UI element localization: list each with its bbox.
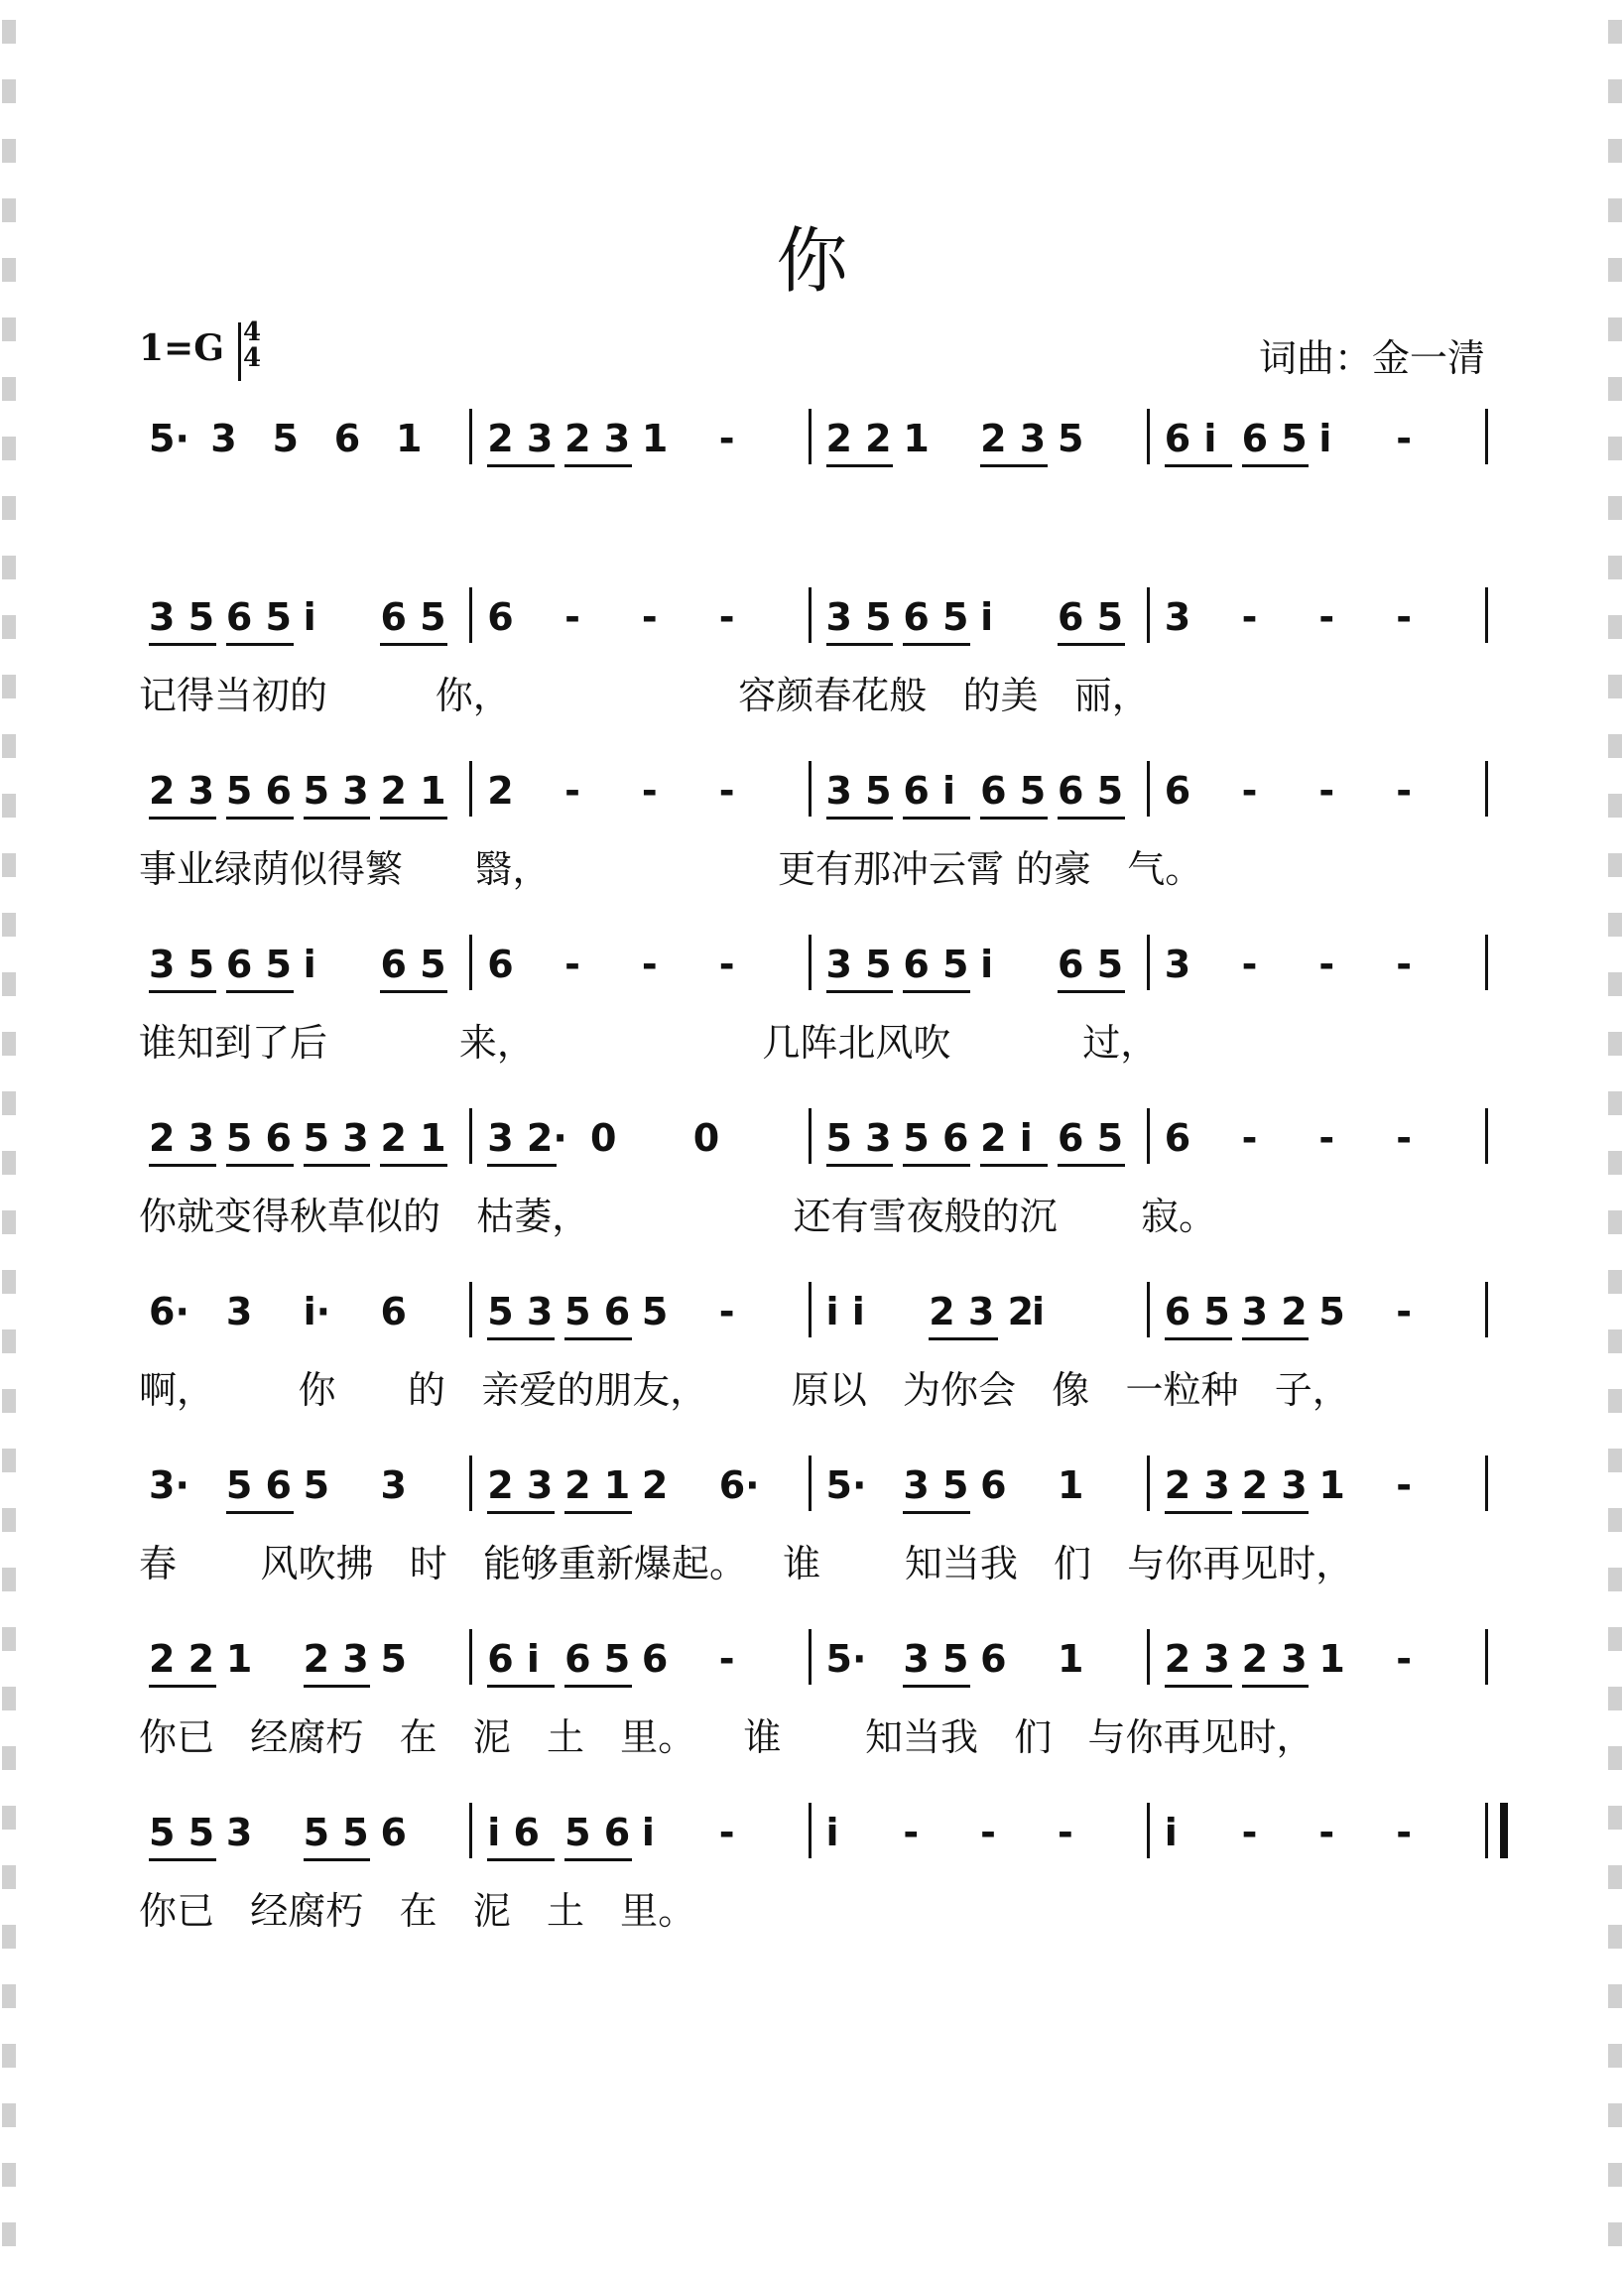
note: 6 i	[1164, 417, 1217, 460]
time-signature	[238, 319, 266, 371]
note: i	[303, 943, 316, 986]
barline	[809, 1108, 812, 1164]
beam-underline	[380, 1164, 447, 1167]
note: -	[1396, 595, 1412, 639]
note: 5 3	[303, 1116, 369, 1160]
note: 6	[1164, 769, 1191, 813]
beam-underline	[380, 643, 447, 646]
note: -	[980, 1811, 996, 1854]
beam-underline	[487, 1685, 555, 1688]
barline	[469, 935, 472, 990]
notation-line	[139, 1801, 1493, 1870]
barline	[1485, 409, 1488, 464]
note: 2 3	[1241, 1637, 1308, 1681]
score-row	[139, 759, 1493, 908]
barline	[469, 1803, 472, 1858]
notation-line	[139, 407, 1493, 476]
note: 5	[303, 1463, 330, 1507]
note: -	[1318, 595, 1335, 639]
note: 2 1	[380, 1116, 446, 1160]
beam-underline	[826, 464, 894, 467]
final-barline	[1485, 1803, 1508, 1858]
note: 3	[380, 1463, 407, 1507]
beam-underline	[564, 1858, 632, 1861]
barline	[1147, 935, 1150, 990]
note: 6 5	[380, 595, 446, 639]
note: i	[980, 943, 994, 986]
note: -	[1396, 1290, 1412, 1333]
note: i	[1318, 417, 1332, 460]
note: 1	[1318, 1637, 1345, 1681]
note: -	[1241, 1811, 1258, 1854]
note: 5 6	[225, 1116, 292, 1160]
song-title: 你	[776, 219, 848, 303]
note: 5	[272, 417, 299, 460]
note: 2 2	[825, 417, 892, 460]
note: 6 i	[487, 1637, 540, 1681]
note: -	[718, 595, 735, 639]
beam-underline	[226, 1511, 294, 1514]
note: -	[1396, 1116, 1412, 1160]
lyric-line: 事业绿荫似得繁 翳， 更有那冲云霄 的豪 气。	[139, 847, 1203, 891]
beam-underline	[487, 1858, 555, 1861]
barline	[469, 587, 472, 643]
note: 5 6	[564, 1290, 631, 1333]
barline	[809, 1282, 812, 1337]
note: 6 5	[380, 943, 446, 986]
note: 5 6	[903, 1116, 969, 1160]
note: i	[980, 595, 994, 639]
beam-underline	[1242, 464, 1310, 467]
note: 2 3	[1241, 1463, 1308, 1507]
beam-underline	[1058, 1164, 1125, 1167]
barline	[1147, 1455, 1150, 1511]
note: 6 5	[1057, 769, 1124, 813]
barline	[1147, 1108, 1150, 1164]
barline	[1147, 1629, 1150, 1685]
credit: 词曲：金一清	[1258, 336, 1485, 380]
barline	[809, 1803, 812, 1858]
note: 5 3	[487, 1290, 554, 1333]
barline	[1485, 1629, 1488, 1685]
note: -	[1318, 1116, 1335, 1160]
note: 2 3	[487, 1463, 554, 1507]
note: -	[718, 943, 735, 986]
note: 2 3	[149, 769, 215, 813]
beam-underline	[304, 1858, 371, 1861]
barline	[1147, 1803, 1150, 1858]
beam-underline	[226, 817, 294, 820]
barline	[809, 587, 812, 643]
note: 3 2	[1241, 1290, 1308, 1333]
beam-underline	[903, 817, 970, 820]
note: -	[903, 1811, 920, 1854]
beam-underline	[826, 1164, 894, 1167]
note: 3 5	[825, 769, 892, 813]
note: -	[1241, 769, 1258, 813]
note: 1	[1057, 1637, 1084, 1681]
note: 3	[1164, 943, 1191, 986]
note: -	[564, 769, 580, 813]
beam-underline	[1058, 817, 1125, 820]
note: 5	[380, 1637, 407, 1681]
beam-underline	[149, 1164, 216, 1167]
barline	[469, 1629, 472, 1685]
note: i·	[303, 1290, 331, 1333]
note: 6	[641, 1637, 669, 1681]
barline	[1147, 761, 1150, 817]
beam-underline	[226, 643, 294, 646]
note: 3	[210, 417, 237, 460]
beam-underline	[1058, 990, 1125, 993]
beam-underline	[826, 643, 894, 646]
beam-underline	[1242, 1511, 1310, 1514]
barline	[1485, 1108, 1488, 1164]
score-row	[139, 407, 1493, 556]
beam-underline	[487, 1164, 557, 1167]
key-signature: 1=G	[139, 327, 224, 369]
lyric-line: 你已 经腐朽 在 泥 土 里。	[139, 1889, 696, 1933]
beam-underline	[564, 1511, 632, 1514]
note: 6 5	[1057, 943, 1124, 986]
note: 2 1	[380, 769, 446, 813]
notation-line	[139, 1454, 1493, 1523]
meter-top: 4	[242, 317, 262, 347]
note: -	[641, 595, 658, 639]
barline	[1147, 409, 1150, 464]
note: 6 5	[903, 943, 969, 986]
meter-divider	[238, 322, 241, 381]
beam-underline	[1242, 1685, 1310, 1688]
notation-line	[139, 933, 1493, 1002]
note: 5 3	[303, 769, 369, 813]
beam-underline	[1242, 1337, 1310, 1340]
note: 5	[641, 1290, 669, 1333]
barline	[1147, 1282, 1150, 1337]
beam-underline	[929, 1337, 998, 1340]
note: i 6	[487, 1811, 540, 1854]
note: 0	[692, 1116, 720, 1160]
note: 5 6	[225, 769, 292, 813]
note: 6 5	[980, 769, 1047, 813]
beam-underline	[487, 1337, 555, 1340]
note: 2 3	[564, 417, 631, 460]
note: 2 3	[1164, 1463, 1230, 1507]
note: -	[718, 1811, 735, 1854]
note: 2 3	[980, 417, 1047, 460]
left-margin-watermark	[2, 0, 16, 2277]
note: 6	[980, 1463, 1007, 1507]
note: 5 6	[225, 1463, 292, 1507]
note: -	[641, 943, 658, 986]
note: 3 5	[825, 943, 892, 986]
note: 6 5	[564, 1637, 631, 1681]
note: -	[564, 595, 580, 639]
note: 6	[333, 417, 361, 460]
note: 3 2·	[487, 1116, 567, 1160]
barline	[809, 935, 812, 990]
barline	[1485, 761, 1488, 817]
beam-underline	[226, 1164, 294, 1167]
beam-underline	[380, 817, 447, 820]
beam-underline	[903, 1164, 970, 1167]
beam-underline	[304, 817, 371, 820]
note: 1	[1057, 1463, 1084, 1507]
beam-underline	[980, 817, 1048, 820]
note: -	[1318, 769, 1335, 813]
score-row	[139, 933, 1493, 1081]
beam-underline	[487, 464, 555, 467]
notation-line	[139, 1627, 1493, 1697]
note: -	[1396, 1811, 1412, 1854]
note: 1	[641, 417, 669, 460]
note: 3 5	[149, 943, 215, 986]
beam-underline	[1165, 1337, 1232, 1340]
note: -	[718, 1637, 735, 1681]
note: 6·	[149, 1290, 189, 1333]
lyric-line: 啊， 你 的 亲爱的朋友， 原以 为你会 像 一粒种 子，	[139, 1368, 1350, 1412]
beam-underline	[826, 990, 894, 993]
notation-line	[139, 1280, 1493, 1349]
barline	[1485, 935, 1488, 990]
note: -	[1318, 943, 1335, 986]
barline	[809, 1455, 812, 1511]
note: 3	[225, 1811, 253, 1854]
score-row	[139, 1454, 1493, 1602]
note: 3 5	[825, 595, 892, 639]
note: 2	[641, 1463, 669, 1507]
beam-underline	[564, 1337, 632, 1340]
note: 5·	[825, 1463, 867, 1507]
beam-underline	[903, 643, 970, 646]
note: 3	[225, 1290, 253, 1333]
note: i	[1032, 1290, 1046, 1333]
barline	[469, 1455, 472, 1511]
lyric-line: 春 风吹拂 时 能够重新爆起。 谁 知当我 们 与你再见时，	[139, 1542, 1354, 1585]
note: 6 5	[1057, 595, 1124, 639]
note: -	[641, 769, 658, 813]
barline	[469, 409, 472, 464]
note: -	[1241, 1116, 1258, 1160]
note: 6 5	[225, 943, 292, 986]
note: 3	[1164, 595, 1191, 639]
lyric-line: 你已 经腐朽 在 泥 土 里。 谁 知当我 们 与你再见时，	[139, 1715, 1314, 1759]
lyric-line: 你就变得秋草似的 枯萎， 还有雪夜般的沉 寂。	[139, 1195, 1217, 1238]
beam-underline	[903, 1685, 970, 1688]
note: 1	[1318, 1463, 1345, 1507]
beam-underline	[903, 990, 970, 993]
note: 5 5	[149, 1811, 215, 1854]
beam-underline	[380, 990, 447, 993]
note: 2 3	[1164, 1637, 1230, 1681]
barline	[809, 1629, 812, 1685]
note: 2 3	[487, 417, 554, 460]
note: 3 5	[903, 1463, 969, 1507]
note: -	[1318, 1811, 1335, 1854]
beam-underline	[980, 464, 1048, 467]
barline	[809, 761, 812, 817]
beam-underline	[903, 1511, 970, 1514]
note: 5 3	[825, 1116, 892, 1160]
barline	[1485, 587, 1488, 643]
lyric-line: 谁知到了后 来， 几阵北风吹 过，	[139, 1021, 1159, 1065]
note: 2	[487, 769, 514, 813]
note: 1	[225, 1637, 253, 1681]
note: 6 5	[225, 595, 292, 639]
note: 2 2	[149, 1637, 215, 1681]
note: 5	[1318, 1290, 1345, 1333]
note: -	[718, 1290, 735, 1333]
note: -	[1057, 1811, 1073, 1854]
beam-underline	[564, 1685, 632, 1688]
note: 3 5	[903, 1637, 969, 1681]
meter-bottom: 4	[242, 343, 262, 373]
beam-underline	[149, 643, 216, 646]
notation-line	[139, 585, 1493, 655]
barline	[1485, 1455, 1488, 1511]
beam-underline	[826, 817, 894, 820]
note: 6	[487, 943, 514, 986]
note: -	[718, 417, 735, 460]
note: 0	[590, 1116, 617, 1160]
beam-underline	[149, 990, 216, 993]
score-row	[139, 1106, 1493, 1255]
note: -	[1396, 1463, 1412, 1507]
note: 6	[980, 1637, 1007, 1681]
note: 1	[903, 417, 930, 460]
note: 6 5	[1057, 1116, 1124, 1160]
note: 3 5	[149, 595, 215, 639]
beam-underline	[564, 464, 632, 467]
note: -	[1396, 943, 1412, 986]
beam-underline	[1165, 1685, 1232, 1688]
beam-underline	[149, 817, 216, 820]
note: i	[1164, 1811, 1178, 1854]
beam-underline	[226, 990, 294, 993]
barline	[469, 1282, 472, 1337]
note: -	[718, 769, 735, 813]
score-row	[139, 1801, 1493, 1950]
note: 6 5	[1241, 417, 1308, 460]
note: 6	[380, 1811, 407, 1854]
note: -	[1396, 417, 1412, 460]
note: -	[1396, 769, 1412, 813]
beam-underline	[1058, 643, 1125, 646]
beam-underline	[1165, 1511, 1232, 1514]
note: 2 3	[303, 1637, 369, 1681]
note: 6 5	[1164, 1290, 1230, 1333]
beam-underline	[304, 1164, 371, 1167]
beam-underline	[980, 1164, 1048, 1167]
note: i	[825, 1811, 839, 1854]
score-row	[139, 1627, 1493, 1776]
barline	[469, 1108, 472, 1164]
beam-underline	[149, 1858, 216, 1861]
note: 2 1	[564, 1463, 631, 1507]
note: i	[303, 595, 316, 639]
note: 2 3	[149, 1116, 215, 1160]
note: -	[1241, 943, 1258, 986]
score-row	[139, 1280, 1493, 1429]
note: i	[641, 1811, 655, 1854]
note: -	[1241, 595, 1258, 639]
note: 5·	[149, 417, 189, 460]
notation-line	[139, 1106, 1493, 1176]
note: 6·	[718, 1463, 760, 1507]
note: 5	[1057, 417, 1084, 460]
beam-underline	[304, 1685, 371, 1688]
barline	[1485, 1282, 1488, 1337]
note: i i	[825, 1290, 865, 1333]
note: 5 5	[303, 1811, 369, 1854]
beam-underline	[149, 1685, 216, 1688]
note: 6 i	[903, 769, 956, 813]
notation-line	[139, 759, 1493, 828]
note: 2 i	[980, 1116, 1033, 1160]
right-margin-watermark	[1608, 0, 1622, 2277]
note: 1	[396, 417, 423, 460]
note: -	[564, 943, 580, 986]
note: 2 3 2	[929, 1290, 1035, 1333]
barline	[469, 761, 472, 817]
barline	[809, 409, 812, 464]
note: 6	[380, 1290, 407, 1333]
score-row	[139, 585, 1493, 734]
note: 5 6	[564, 1811, 631, 1854]
note: 5·	[825, 1637, 867, 1681]
note: 3·	[149, 1463, 189, 1507]
note: 6 5	[903, 595, 969, 639]
lyric-line: 记得当初的 你， 容颜春花般 的美 丽，	[139, 674, 1150, 717]
note: 6	[1164, 1116, 1191, 1160]
beam-underline	[487, 1511, 555, 1514]
note: -	[1396, 1637, 1412, 1681]
beam-underline	[1165, 464, 1232, 467]
note: 6	[487, 595, 514, 639]
barline	[1147, 587, 1150, 643]
